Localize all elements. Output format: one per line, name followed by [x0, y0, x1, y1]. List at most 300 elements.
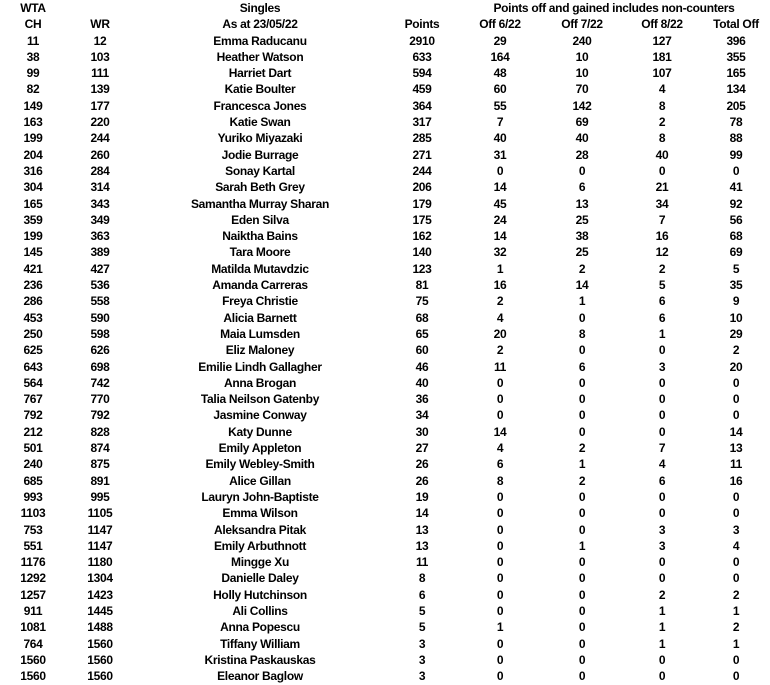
table-cell: 2: [658, 115, 666, 130]
table-cell: 29: [493, 33, 507, 48]
table-cell: 206: [412, 180, 432, 195]
table-cell: 0: [496, 408, 504, 423]
table-cell: 1: [732, 603, 740, 618]
table-cell: 3: [658, 522, 666, 537]
table-cell: 343: [90, 196, 110, 211]
table-cell: 1304: [87, 571, 113, 586]
table-cell: 1: [578, 294, 586, 309]
table-cell: 626: [90, 343, 110, 358]
table-row: [0, 570, 770, 586]
table-row: [0, 342, 770, 358]
table-row: [0, 359, 770, 375]
table-cell: 4: [496, 310, 504, 325]
table-cell: 0: [578, 669, 586, 684]
table-cell: 995: [90, 489, 110, 504]
table-cell: 8: [496, 473, 504, 488]
table-cell: 1292: [20, 571, 46, 586]
table-cell: 24: [493, 212, 507, 227]
table-cell: 16: [655, 229, 669, 244]
table-cell: 1488: [87, 620, 113, 635]
table-cell: 68: [415, 310, 429, 325]
table-cell: 220: [90, 115, 110, 130]
table-cell: 29: [729, 326, 743, 341]
table-cell: 4: [658, 82, 666, 97]
table-cell: 363: [90, 229, 110, 244]
table-cell: 99: [729, 147, 743, 162]
table-cell: 0: [732, 652, 740, 667]
table-cell: 13: [415, 522, 429, 537]
table-cell: 6: [578, 359, 586, 374]
table-cell: 792: [23, 408, 43, 423]
table-cell: 2: [658, 261, 666, 276]
table-cell: 6: [578, 180, 586, 195]
table-cell: 0: [578, 392, 586, 407]
table-cell: 0: [578, 587, 586, 602]
table-cell: 2: [578, 441, 586, 456]
table-row: [0, 554, 770, 570]
table-cell: 427: [90, 261, 110, 276]
table-cell: 3: [418, 669, 426, 684]
table-cell: 1103: [20, 506, 46, 521]
table-cell: 501: [23, 441, 43, 456]
table-cell: 0: [496, 603, 504, 618]
table-cell: 1081: [20, 620, 46, 635]
table-row: [0, 81, 770, 97]
table-cell: Harriet Dart: [228, 66, 292, 81]
table-cell: 165: [23, 196, 43, 211]
table-cell: 12: [655, 245, 669, 260]
table-row: [0, 147, 770, 163]
table-cell: Katie Swan: [229, 115, 291, 130]
table-cell: 5: [658, 278, 666, 293]
table-cell: 285: [412, 131, 432, 146]
table-cell: 0: [578, 603, 586, 618]
table-cell: 60: [415, 343, 429, 358]
table-cell: 633: [412, 49, 432, 64]
table-cell: 6: [418, 587, 426, 602]
table-cell: 2910: [409, 33, 435, 48]
table-row: [0, 391, 770, 407]
table-row: [0, 33, 770, 49]
table-cell: Emily Appleton: [218, 441, 302, 456]
table-cell: 175: [412, 212, 432, 227]
table-cell: 5: [418, 620, 426, 635]
table-cell: 11: [26, 33, 40, 48]
table-cell: 4: [658, 457, 666, 472]
table-cell: Ali Collins: [232, 603, 288, 618]
table-cell: 0: [658, 669, 666, 684]
table-cell: 244: [412, 163, 432, 178]
header-group-row: [0, 0, 770, 16]
table-cell: Freya Christie: [222, 294, 298, 309]
table-row: [0, 456, 770, 472]
table-cell: 2: [578, 473, 586, 488]
table-cell: 34: [655, 196, 669, 211]
table-cell: 199: [23, 229, 43, 244]
table-row: [0, 98, 770, 114]
table-row: [0, 293, 770, 309]
table-cell: 1: [578, 457, 586, 472]
table-cell: 0: [578, 571, 586, 586]
table-cell: 389: [90, 245, 110, 260]
table-cell: Mingge Xu: [231, 555, 289, 570]
table-cell: 0: [732, 555, 740, 570]
table-cell: 3: [418, 636, 426, 651]
table-cell: 6: [658, 473, 666, 488]
header-spacer: [66, 0, 134, 16]
table-cell: 40: [655, 147, 669, 162]
table-row: [0, 65, 770, 81]
table-cell: 598: [90, 326, 110, 341]
table-cell: 453: [23, 310, 43, 325]
table-cell: 28: [575, 147, 589, 162]
table-row: [0, 505, 770, 521]
table-cell: 139: [90, 82, 110, 97]
table-cell: 111: [91, 66, 109, 81]
table-cell: 1560: [87, 636, 113, 651]
col-header-off-6-22: Off 6/22: [479, 17, 521, 32]
table-row: [0, 196, 770, 212]
table-cell: Sarah Beth Grey: [215, 180, 305, 195]
table-cell: 6: [496, 457, 504, 472]
table-cell: 1560: [20, 669, 46, 684]
table-cell: 551: [23, 538, 43, 553]
column-header-row: [0, 16, 770, 32]
table-cell: 32: [493, 245, 507, 260]
table-cell: 88: [729, 131, 743, 146]
table-cell: 355: [726, 49, 746, 64]
table-cell: 2: [732, 587, 740, 602]
table-cell: Eleanor Baglow: [217, 669, 303, 684]
table-cell: 792: [90, 408, 110, 423]
table-cell: 0: [578, 408, 586, 423]
table-cell: 14: [493, 229, 507, 244]
table-cell: 0: [578, 555, 586, 570]
col-header-off-7-22: Off 7/22: [561, 17, 603, 32]
table-cell: 204: [23, 147, 43, 162]
table-cell: 0: [496, 392, 504, 407]
table-cell: 149: [23, 98, 43, 113]
table-cell: 1560: [87, 652, 113, 667]
table-row: [0, 277, 770, 293]
table-cell: 140: [412, 245, 432, 260]
table-cell: Danielle Daley: [221, 571, 299, 586]
table-cell: 0: [496, 163, 504, 178]
table-cell: 4: [496, 441, 504, 456]
table-cell: 11: [415, 555, 429, 570]
table-cell: 250: [23, 326, 43, 341]
table-cell: Eden Silva: [231, 212, 289, 227]
table-cell: 0: [732, 571, 740, 586]
table-cell: 177: [90, 98, 110, 113]
table-cell: 0: [578, 522, 586, 537]
table-cell: 10: [575, 49, 589, 64]
table-cell: 0: [578, 163, 586, 178]
table-cell: 236: [23, 278, 43, 293]
table-row: [0, 49, 770, 65]
table-cell: 31: [493, 147, 507, 162]
table-cell: 5: [732, 261, 740, 276]
table-cell: 0: [578, 652, 586, 667]
table-cell: 1: [658, 603, 666, 618]
table-cell: 0: [496, 489, 504, 504]
table-cell: 0: [732, 163, 740, 178]
table-cell: 0: [578, 424, 586, 439]
table-cell: 0: [496, 538, 504, 553]
table-cell: 911: [23, 603, 43, 618]
table-cell: 26: [415, 473, 429, 488]
table-cell: 45: [493, 196, 507, 211]
table-cell: 304: [23, 180, 43, 195]
table-cell: 107: [652, 66, 672, 81]
table-cell: 14: [493, 180, 507, 195]
table-cell: 0: [578, 343, 586, 358]
table-cell: 564: [23, 375, 43, 390]
table-cell: 1: [732, 636, 740, 651]
col-header-total-off: Total Off: [713, 17, 759, 32]
table-cell: 1: [496, 261, 504, 276]
table-cell: 16: [493, 278, 507, 293]
table-cell: 1: [578, 538, 586, 553]
table-cell: 1180: [87, 555, 113, 570]
table-cell: 36: [415, 392, 429, 407]
table-cell: 558: [90, 294, 110, 309]
table-cell: 48: [493, 66, 507, 81]
table-row: [0, 424, 770, 440]
table-cell: 20: [729, 359, 743, 374]
table-cell: 127: [652, 33, 672, 48]
table-cell: 0: [658, 424, 666, 439]
table-cell: 316: [23, 163, 43, 178]
table-row: [0, 375, 770, 391]
table-cell: 875: [90, 457, 110, 472]
table-cell: 5: [418, 603, 426, 618]
table-row: [0, 522, 770, 538]
table-cell: 1560: [87, 669, 113, 684]
table-cell: 99: [26, 66, 40, 81]
table-cell: 134: [726, 82, 746, 97]
table-cell: 25: [575, 245, 589, 260]
table-row: [0, 228, 770, 244]
table-row: [0, 538, 770, 554]
table-row: [0, 440, 770, 456]
table-cell: 0: [578, 506, 586, 521]
table-cell: Sonay Kartal: [225, 163, 295, 178]
table-cell: 14: [575, 278, 589, 293]
table-cell: 625: [23, 343, 43, 358]
table-cell: 38: [575, 229, 589, 244]
table-cell: 30: [415, 424, 429, 439]
table-cell: 55: [493, 98, 507, 113]
table-cell: 993: [23, 489, 43, 504]
table-cell: 13: [729, 441, 743, 456]
table-cell: 891: [90, 473, 110, 488]
table-cell: 828: [90, 424, 110, 439]
table-row: [0, 668, 770, 684]
col-header-points: Points: [404, 17, 440, 32]
table-cell: Emily Webley-Smith: [205, 457, 315, 472]
table-row: [0, 652, 770, 668]
table-cell: 317: [412, 115, 432, 130]
table-cell: 35: [729, 278, 743, 293]
table-cell: 4: [732, 538, 740, 553]
table-cell: 0: [578, 310, 586, 325]
table-cell: Aleksandra Pitak: [214, 522, 306, 537]
table-row: [0, 179, 770, 195]
table-cell: 260: [90, 147, 110, 162]
table-row: [0, 636, 770, 652]
table-row: [0, 310, 770, 326]
table-row: [0, 587, 770, 603]
table-cell: 421: [23, 261, 43, 276]
table-cell: 1105: [87, 506, 113, 521]
table-cell: 9: [732, 294, 740, 309]
table-row: [0, 619, 770, 635]
table-cell: Emily Arbuthnott: [213, 538, 307, 553]
table-cell: 181: [652, 49, 672, 64]
table-cell: 1423: [87, 587, 113, 602]
table-cell: Alicia Barnett: [223, 310, 297, 325]
table-row: [0, 163, 770, 179]
table-cell: 0: [496, 652, 504, 667]
table-cell: 0: [496, 522, 504, 537]
table-cell: 764: [23, 636, 43, 651]
table-cell: 145: [23, 245, 43, 260]
table-cell: 0: [732, 669, 740, 684]
table-cell: 162: [412, 229, 432, 244]
table-cell: Matilda Mutavdzic: [211, 261, 309, 276]
table-cell: 284: [90, 163, 110, 178]
table-cell: 2: [496, 343, 504, 358]
table-cell: 767: [23, 392, 43, 407]
table-cell: 40: [493, 131, 507, 146]
table-cell: 0: [496, 669, 504, 684]
table-cell: 0: [732, 392, 740, 407]
table-cell: 21: [655, 180, 669, 195]
table-cell: 0: [578, 636, 586, 651]
table-cell: Anna Brogan: [223, 375, 297, 390]
table-cell: 164: [490, 49, 510, 64]
table-cell: 590: [90, 310, 110, 325]
table-cell: 8: [658, 98, 666, 113]
table-cell: 82: [26, 82, 40, 97]
table-cell: 1: [658, 620, 666, 635]
table-cell: 3: [658, 359, 666, 374]
table-row: [0, 261, 770, 277]
table-cell: 2: [658, 587, 666, 602]
table-cell: Jasmine Conway: [213, 408, 307, 423]
table-cell: 7: [496, 115, 504, 130]
table-cell: 240: [572, 33, 592, 48]
col-header-ch: CH: [24, 17, 42, 32]
table-cell: 11: [493, 359, 507, 374]
table-cell: 38: [26, 49, 40, 64]
table-cell: 14: [415, 506, 429, 521]
table-cell: 0: [658, 652, 666, 667]
table-cell: 2: [578, 261, 586, 276]
table-cell: 123: [412, 261, 432, 276]
table-cell: 286: [23, 294, 43, 309]
table-cell: 1176: [20, 555, 46, 570]
table-cell: 16: [729, 473, 743, 488]
table-cell: 0: [496, 555, 504, 570]
table-cell: 0: [658, 489, 666, 504]
table-cell: 698: [90, 359, 110, 374]
table-cell: 0: [658, 555, 666, 570]
table-cell: 8: [658, 131, 666, 146]
table-cell: 0: [658, 163, 666, 178]
table-cell: 10: [575, 66, 589, 81]
table-cell: 244: [90, 131, 110, 146]
table-cell: 8: [578, 326, 586, 341]
table-cell: 8: [418, 571, 426, 586]
table-cell: 0: [658, 375, 666, 390]
table-cell: 68: [729, 229, 743, 244]
points-off-note: Points off and gained includes non-counters: [493, 1, 735, 15]
col-header-wr: WR: [90, 17, 110, 32]
table-cell: 179: [412, 196, 432, 211]
table-cell: Alice Gillan: [229, 473, 291, 488]
table-cell: 0: [658, 392, 666, 407]
wta-label: WTA: [20, 1, 46, 15]
table-cell: 536: [90, 278, 110, 293]
table-cell: 770: [90, 392, 110, 407]
table-cell: 396: [726, 33, 746, 48]
table-row: [0, 489, 770, 505]
table-row: [0, 244, 770, 260]
table-row: [0, 473, 770, 489]
table-cell: 349: [90, 212, 110, 227]
table-cell: Tara Moore: [229, 245, 291, 260]
table-cell: 0: [496, 587, 504, 602]
table-cell: 271: [412, 147, 432, 162]
table-cell: Naiktha Bains: [222, 229, 298, 244]
table-cell: 1445: [87, 603, 113, 618]
table-cell: Talia Neilson Gatenby: [200, 392, 320, 407]
table-cell: Amanda Carreras: [212, 278, 308, 293]
table-cell: 459: [412, 82, 432, 97]
table-cell: 2: [732, 620, 740, 635]
table-cell: 60: [493, 82, 507, 97]
table-row: [0, 130, 770, 146]
table-cell: 13: [415, 538, 429, 553]
table-cell: 0: [732, 506, 740, 521]
table-cell: Holly Hutchinson: [213, 587, 307, 602]
table-cell: 643: [23, 359, 43, 374]
table-cell: Anna Popescu: [220, 620, 300, 635]
table-cell: 0: [658, 571, 666, 586]
table-cell: 685: [23, 473, 43, 488]
table-cell: 0: [578, 375, 586, 390]
table-cell: 199: [23, 131, 43, 146]
table-cell: Emma Wilson: [222, 506, 298, 521]
table-cell: 27: [415, 441, 429, 456]
table-cell: 14: [493, 424, 507, 439]
table-cell: 14: [729, 424, 743, 439]
table-cell: 0: [732, 375, 740, 390]
table-cell: 10: [729, 310, 743, 325]
table-cell: 0: [496, 375, 504, 390]
table-row: [0, 603, 770, 619]
table-cell: 364: [412, 98, 432, 113]
table-cell: 753: [23, 522, 43, 537]
table-row: [0, 407, 770, 423]
table-cell: Emma Raducanu: [213, 33, 307, 48]
table-cell: Jodie Burrage: [221, 147, 299, 162]
table-cell: 0: [578, 620, 586, 635]
table-cell: Eliz Maloney: [225, 343, 295, 358]
table-cell: 1147: [87, 538, 113, 553]
